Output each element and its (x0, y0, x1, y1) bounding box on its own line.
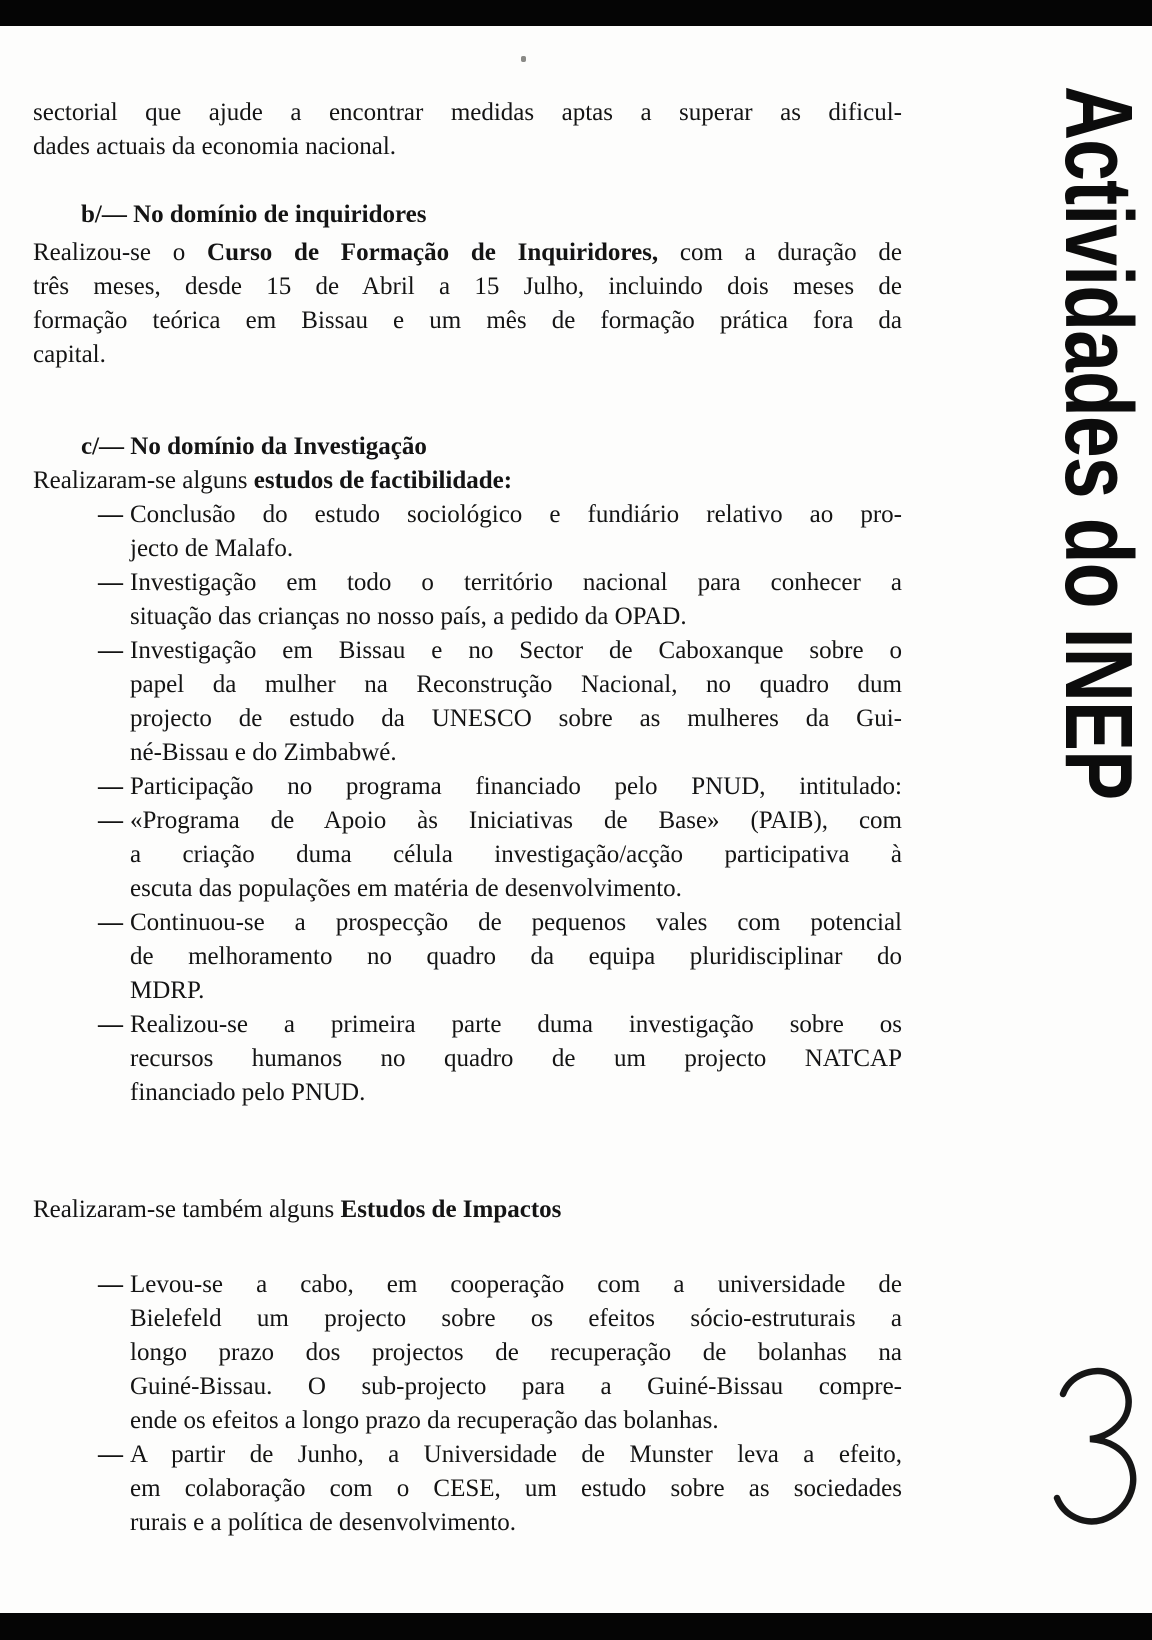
text-line: situação das crianças no nosso país, a pedido da OPAD. (130, 603, 687, 630)
text-line: Investigação em Bissau e no Sector de Caboxanque sobre o (130, 637, 902, 664)
intro-paragraph (33, 96, 902, 164)
vertical-headline: Actividades do INEP (1045, 86, 1152, 800)
text-line: sectorial que ajude a encontrar medidas aptas a superar as dificul- (33, 99, 902, 126)
section-c-intro (33, 464, 902, 498)
text-line: Investigação em todo o território nacional para conhecer a (130, 569, 902, 596)
text-line: Conclusão do estudo sociológico e fundiário relativo ao pro- (130, 501, 902, 528)
text-line: projecto de estudo da UNESCO sobre as mulheres da Gui- (130, 705, 902, 732)
text-line: recursos humanos no quadro de um projecto NATCAP (130, 1045, 902, 1072)
section-b-heading: b/— No domínio de inquiridores (81, 201, 427, 228)
list-item (98, 1008, 902, 1110)
text-line: em colaboração com o CESE, um estudo sobre as sociedades (130, 1475, 902, 1502)
bold-text-run: estudos de factibilidade: (253, 467, 513, 494)
text-line: ende os efeitos a longo prazo da recuperação das bolanhas. (130, 1407, 719, 1434)
text-line: longo prazo dos projectos de recuperação de bolanhas na (130, 1339, 902, 1366)
text-line: formação teórica em Bissau e um mês de formação prática fora da (33, 307, 902, 334)
dash-bullet: — (98, 637, 123, 664)
dash-bullet: — (98, 1271, 123, 1298)
factibilidade-list (98, 498, 902, 1110)
list-item (98, 906, 902, 1008)
text-line: Realizou-se a primeira parte duma investigação sobre os (130, 1011, 902, 1038)
text-line: MDRP. (130, 977, 205, 1004)
list-item (98, 804, 902, 906)
dash-bullet: — (98, 909, 123, 936)
text-line: jecto de Malafo. (130, 535, 294, 562)
text-run: Realizou-se o (33, 239, 208, 266)
text-run: com a duração de (658, 239, 902, 266)
scan-artifact-dot (521, 56, 526, 62)
dash-bullet: — (98, 773, 123, 800)
dash-bullet: — (98, 501, 123, 528)
text-line: três meses, desde 15 de Abril a 15 Julho, incluindo dois meses de (33, 273, 902, 300)
text-line: financiado pelo PNUD. (130, 1079, 366, 1106)
list-item (98, 498, 902, 566)
bold-text-run: Estudos de Impactos (340, 1196, 562, 1223)
text-line: Levou-se a cabo, em cooperação com a universidade de (130, 1271, 902, 1298)
text-line: Bielefeld um projecto sobre os efeitos sócio-estruturais a (130, 1305, 902, 1332)
text-run: Realizaram-se também alguns (33, 1196, 341, 1223)
text-line (33, 236, 902, 270)
text-line: Participação no programa financiado pelo PNUD, intitulado: (130, 773, 902, 800)
numeral-3-glyph (1051, 1364, 1139, 1530)
text-line: Continuou-se a prospecção de pequenos vales com potencial (130, 909, 902, 936)
main-text-column (33, 96, 902, 1540)
text-line: «Programa de Apoio às Iniciativas de Base» (PAIB), com (130, 807, 902, 834)
section-b-paragraph (33, 236, 902, 372)
bottom-scan-bar (0, 1613, 1152, 1640)
text-line: né-Bissau e do Zimbabwé. (130, 739, 397, 766)
page-number (1051, 1364, 1139, 1530)
text-line: papel da mulher na Reconstrução Nacional, no quadro dum (130, 671, 902, 698)
text-line: rurais e a política de desenvolvimento. (130, 1509, 516, 1536)
text-line: de melhoramento no quadro da equipa pluridisciplinar do (130, 943, 902, 970)
dash-bullet: — (98, 569, 123, 596)
text-line: dades actuais da economia nacional. (33, 133, 397, 160)
list-item (98, 634, 902, 770)
section-c-heading: c/— No domínio da Investigação (81, 433, 427, 460)
text-line: Guiné-Bissau. O sub-projecto para a Guiné-Bissau compre- (130, 1373, 902, 1400)
dash-bullet: — (98, 1441, 123, 1468)
list-item (98, 1438, 902, 1540)
text-run: Realizaram-se alguns (33, 467, 254, 494)
text-line: escuta das populações em matéria de desenvolvimento. (130, 875, 682, 902)
text-line: A partir de Junho, a Universidade de Munster leva a efeito, (130, 1441, 902, 1468)
list-item (98, 770, 902, 804)
bold-text-run: Curso de Formação de Inquiridores, (207, 239, 659, 266)
top-scan-bar (0, 0, 1152, 26)
impactos-intro (33, 1193, 902, 1227)
list-item (98, 566, 902, 634)
impactos-list (98, 1268, 902, 1540)
list-item (98, 1268, 902, 1438)
dash-bullet: — (98, 807, 123, 834)
text-line: capital. (33, 341, 106, 368)
dash-bullet: — (98, 1011, 123, 1038)
text-line: a criação duma célula investigação/acção participativa à (130, 841, 902, 868)
